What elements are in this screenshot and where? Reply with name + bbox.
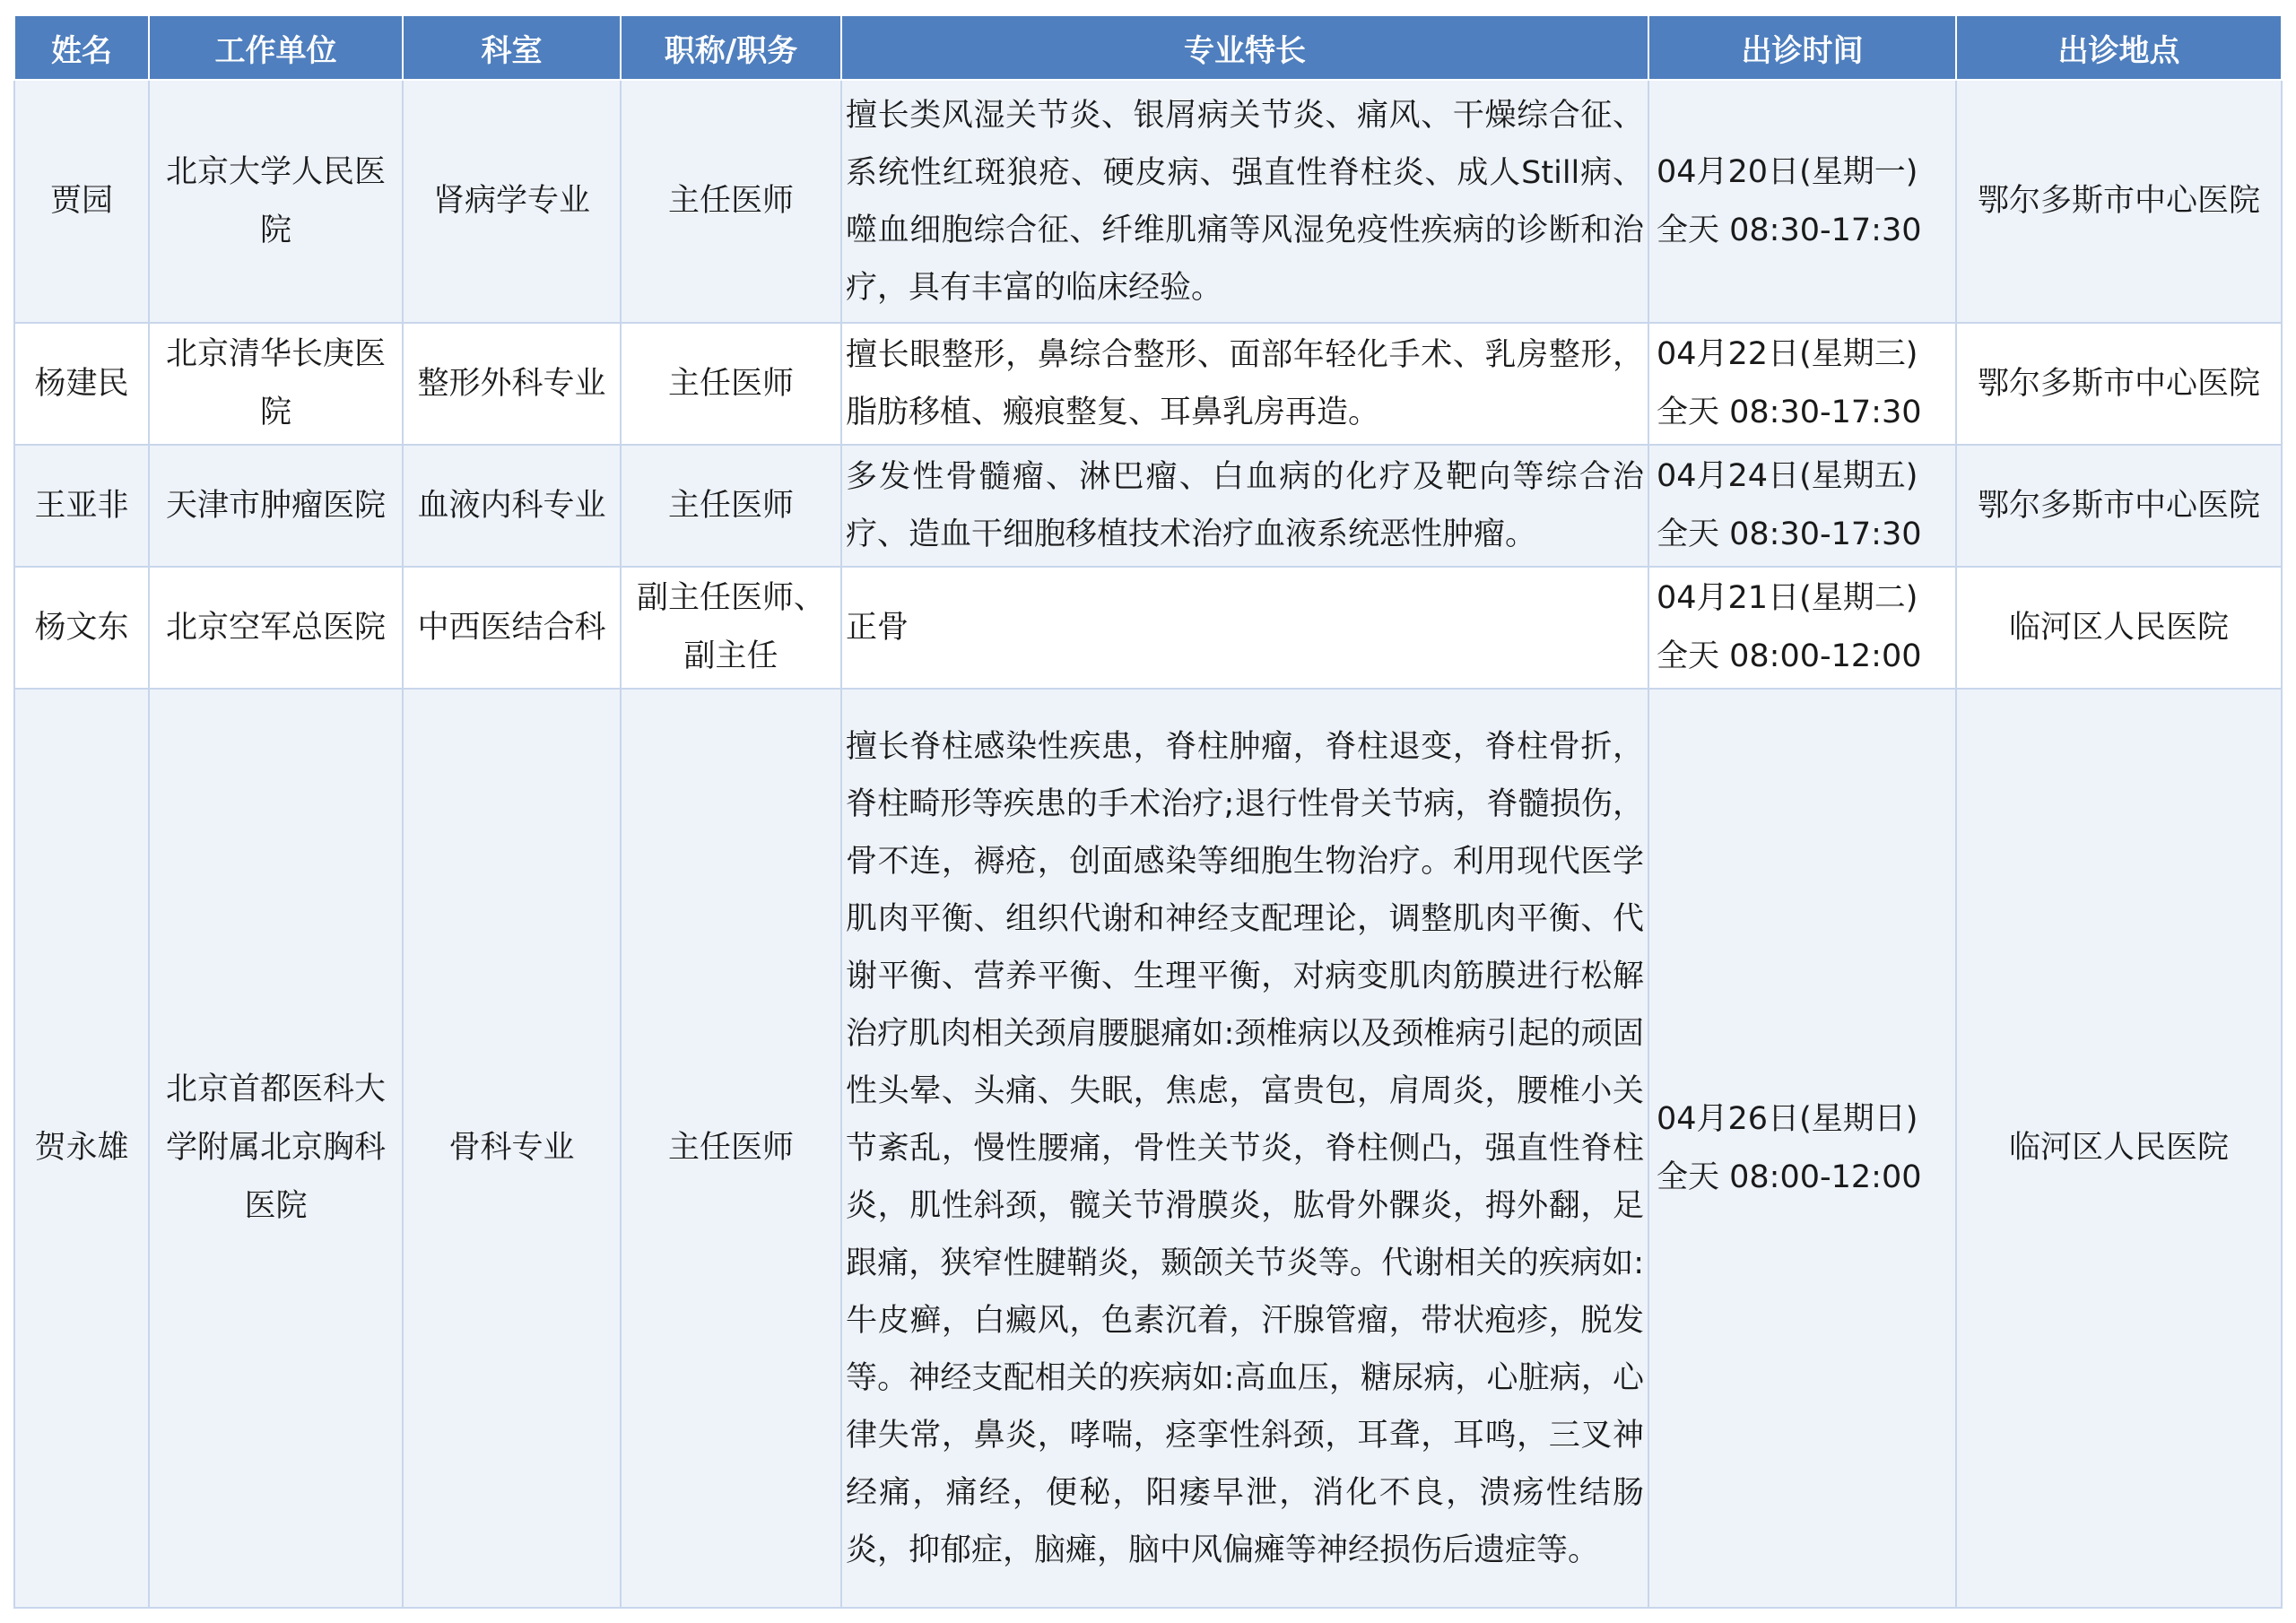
table-row — [14, 80, 2282, 323]
cell-specialty: 正骨 — [841, 567, 1648, 689]
header-time: 出诊时间 — [1648, 15, 1956, 80]
cell-location: 鄂尔多斯市中心医院 — [1956, 445, 2282, 567]
table-row — [14, 567, 2282, 689]
header-name: 姓名 — [14, 15, 149, 80]
header-title: 职称/职务 — [621, 15, 841, 80]
cell-location: 临河区人民医院 — [1956, 567, 2282, 689]
cell-location: 临河区人民医院 — [1956, 689, 2282, 1608]
cell-hours: 全天 08:30-17:30 — [1657, 516, 1922, 552]
cell-time — [1648, 323, 1956, 445]
header-location: 出诊地点 — [1956, 15, 2282, 80]
cell-department: 骨科专业 — [403, 689, 621, 1608]
cell-specialty: 擅长眼整形，鼻综合整形、面部年轻化手术、乳房整形，脂肪移植、瘢痕整复、耳鼻乳房再造。 — [841, 323, 1648, 445]
cell-title: 主任医师 — [621, 323, 841, 445]
cell-hours: 全天 08:00-12:00 — [1657, 1159, 1922, 1195]
cell-name: 贺永雄 — [14, 689, 149, 1608]
cell-time — [1648, 689, 1956, 1608]
cell-specialty: 擅长脊柱感染性疾患，脊柱肿瘤，脊柱退变，脊柱骨折，脊柱畸形等疾患的手术治疗;退行性骨关节病，脊髓损伤，骨不连，褥疮，创面感染等细胞生物治疗。利用现代医学肌肉平衡、组织代谢和神经支配理论，调整肌肉平衡、代谢平衡、营养平衡、生理平衡，对病变肌肉筋膜进行松解治疗肌肉相关颈肩腰腿痛如:颈椎病以及颈椎病引起的顽固性头晕、头痛、失眠，焦虑，富贵包，肩周炎，腰椎小关节紊乱，慢性腰痛，骨性关节炎，脊柱侧凸，强直性脊柱炎，肌性斜颈，髋关节滑膜炎，肱骨外髁炎，拇外翻，足跟痛，狭窄性腱鞘炎，颞颌关节炎等。代谢相关的疾病如:牛皮癣，白癜风，色素沉着，汗腺管瘤，带状疱疹，脱发等。神经支配相关的疾病如:高血压，糖尿病，心脏病，心律失常，鼻炎，哮喘，痉挛性斜颈，耳聋，耳鸣，三叉神经痛，痛经，便秘，阳痿早泄，消化不良，溃疡性结肠炎，抑郁症，脑瘫，脑中风偏瘫等神经损伤后遗症等。 — [841, 689, 1648, 1608]
schedule-table — [13, 14, 2283, 1609]
cell-date: 04月24日(星期五) — [1657, 458, 1918, 494]
cell-department: 血液内科专业 — [403, 445, 621, 567]
header-department: 科室 — [403, 15, 621, 80]
table-row — [14, 445, 2282, 567]
cell-date: 04月21日(星期二) — [1657, 580, 1918, 616]
cell-unit: 北京首都医科大学附属北京胸科医院 — [149, 689, 403, 1608]
cell-title: 主任医师 — [621, 445, 841, 567]
cell-department: 整形外科专业 — [403, 323, 621, 445]
header-unit: 工作单位 — [149, 15, 403, 80]
table-row — [14, 323, 2282, 445]
cell-time — [1648, 567, 1956, 689]
cell-name: 杨文东 — [14, 567, 149, 689]
header-row — [14, 15, 2282, 80]
cell-title: 主任医师 — [621, 80, 841, 323]
cell-department: 中西医结合科 — [403, 567, 621, 689]
cell-unit: 天津市肿瘤医院 — [149, 445, 403, 567]
cell-time — [1648, 80, 1956, 323]
cell-location: 鄂尔多斯市中心医院 — [1956, 80, 2282, 323]
cell-name: 王亚非 — [14, 445, 149, 567]
cell-date: 04月20日(星期一) — [1657, 153, 1918, 190]
cell-hours: 全天 08:30-17:30 — [1657, 212, 1922, 248]
cell-department: 肾病学专业 — [403, 80, 621, 323]
cell-date: 04月26日(星期日) — [1657, 1100, 1918, 1137]
cell-unit: 北京大学人民医院 — [149, 80, 403, 323]
cell-name: 贾园 — [14, 80, 149, 323]
cell-hours: 全天 08:30-17:30 — [1657, 395, 1922, 430]
table-row — [14, 689, 2282, 1608]
cell-date: 04月22日(星期三) — [1657, 336, 1918, 372]
cell-unit: 北京空军总医院 — [149, 567, 403, 689]
cell-title: 副主任医师、副主任 — [621, 567, 841, 689]
cell-time — [1648, 445, 1956, 567]
cell-name: 杨建民 — [14, 323, 149, 445]
cell-specialty: 多发性骨髓瘤、淋巴瘤、白血病的化疗及靶向等综合治疗、造血干细胞移植技术治疗血液系统恶性肿瘤。 — [841, 445, 1648, 567]
header-specialty: 专业特长 — [841, 15, 1648, 80]
cell-hours: 全天 08:00-12:00 — [1657, 638, 1922, 674]
cell-location: 鄂尔多斯市中心医院 — [1956, 323, 2282, 445]
cell-unit: 北京清华长庚医院 — [149, 323, 403, 445]
cell-title: 主任医师 — [621, 689, 841, 1608]
cell-specialty: 擅长类风湿关节炎、银屑病关节炎、痛风、干燥综合征、系统性红斑狼疮、硬皮病、强直性脊柱炎、成人Still病、噬血细胞综合征、纤维肌痛等风湿免疫性疾病的诊断和治疗，具有丰富的临床经验。 — [841, 80, 1648, 323]
